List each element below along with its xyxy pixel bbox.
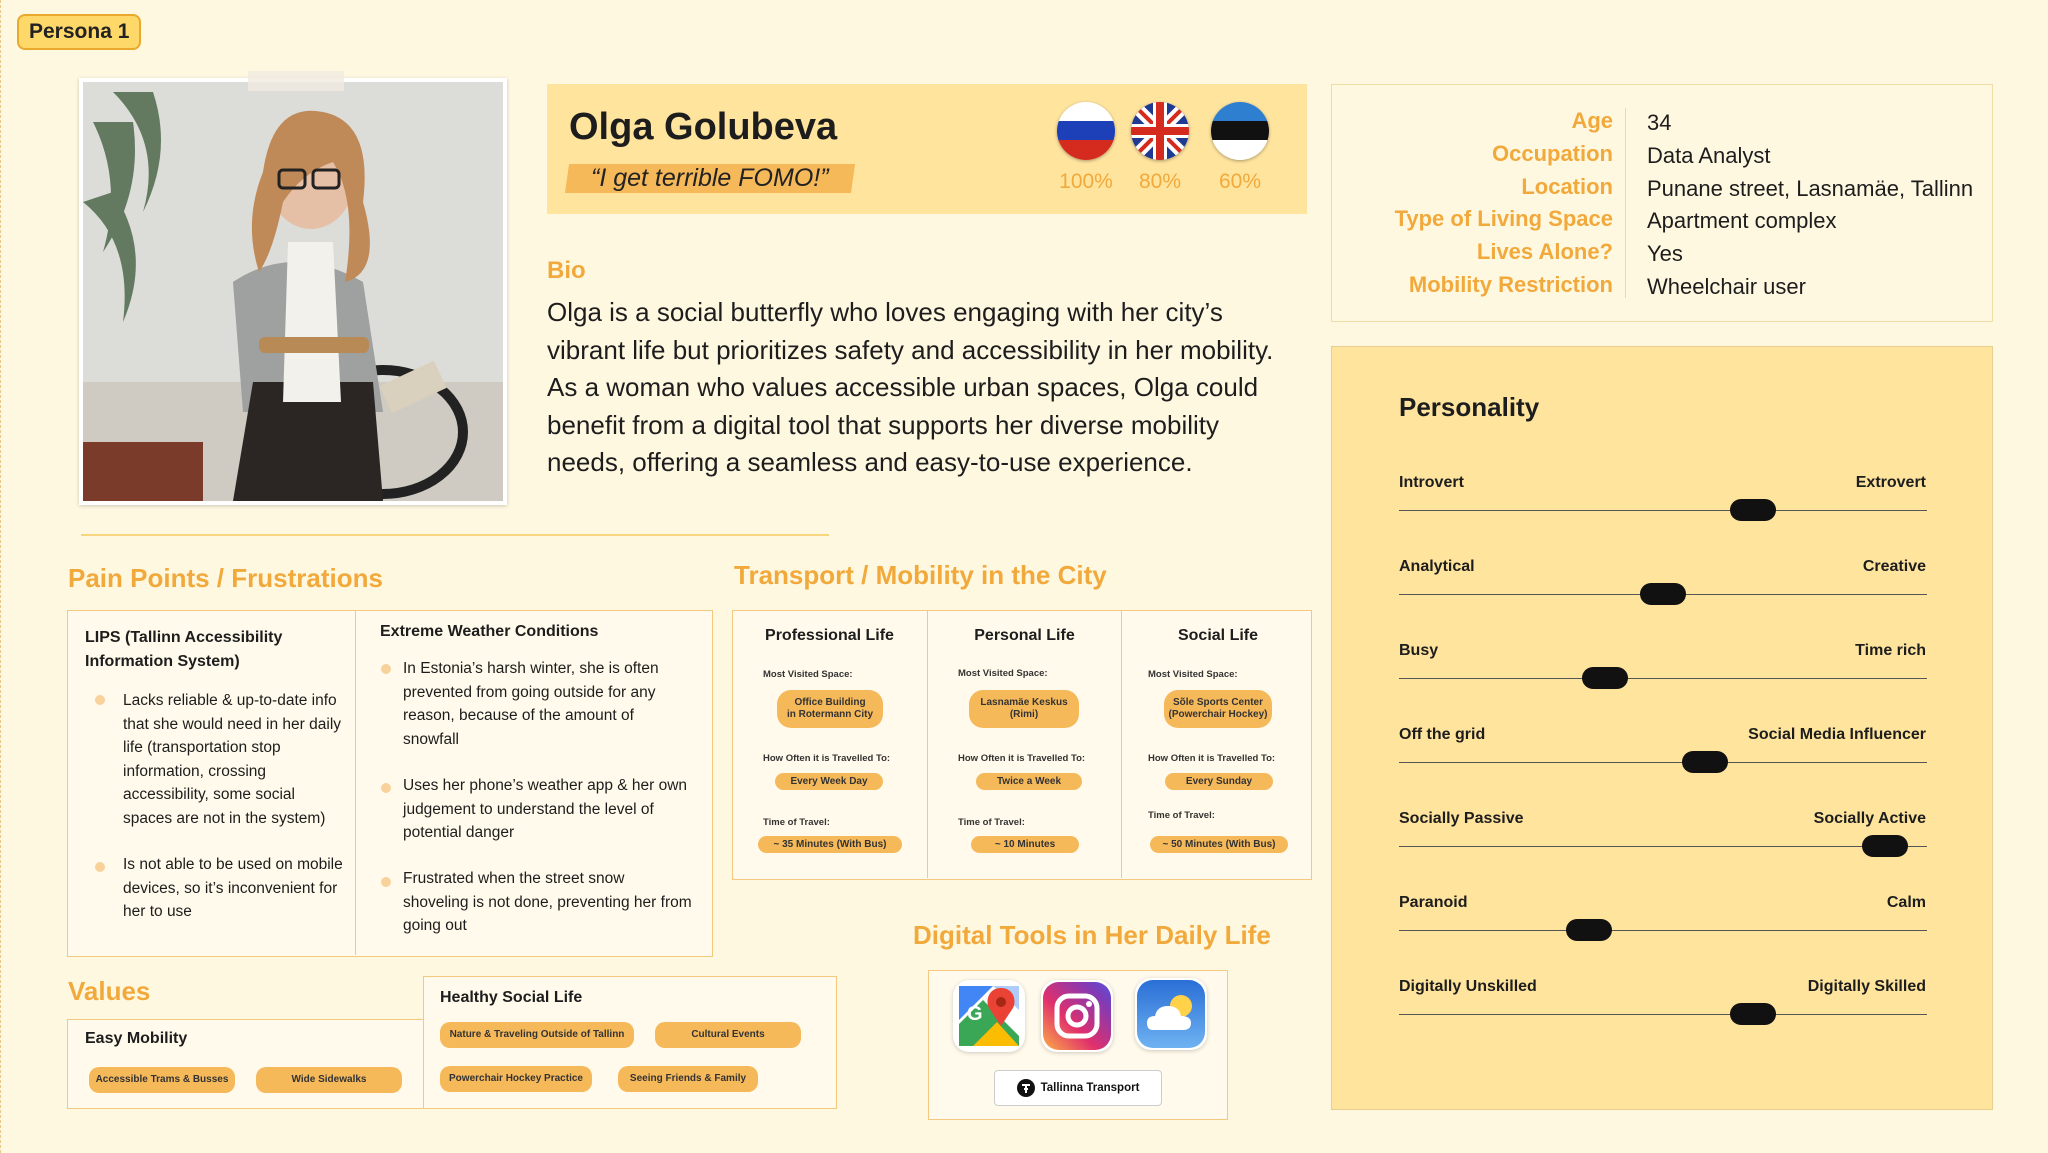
slider-track[interactable] xyxy=(1399,762,1927,763)
info-label-lives-alone: Lives Alone? xyxy=(1476,239,1613,264)
tallinna-transport-label: Tallinna Transport xyxy=(1040,1082,1140,1094)
healthy-social-title: Healthy Social Life xyxy=(440,989,583,1006)
slider-track[interactable] xyxy=(1399,678,1927,679)
time-pill: ~ 50 Minutes (With Bus) xyxy=(1150,836,1288,853)
persona-photo xyxy=(79,78,507,505)
slider-knob[interactable] xyxy=(1730,1003,1776,1025)
info-divider xyxy=(1625,108,1626,298)
slider-right-label: Digitally Skilled xyxy=(1807,978,1926,995)
value-tag: Nature & Traveling Outside of Tallinn xyxy=(440,1022,634,1048)
slider-knob[interactable] xyxy=(1862,835,1908,857)
info-value-lives-alone: Yes xyxy=(1647,241,1683,266)
weather-app-icon[interactable] xyxy=(1135,978,1207,1050)
transport-divider xyxy=(927,610,928,878)
slider-track[interactable] xyxy=(1399,510,1927,511)
persona-photo-illustration xyxy=(83,82,503,501)
photo-tape xyxy=(248,71,344,91)
info-label-location: Location xyxy=(1521,174,1613,199)
info-label-living-space: Type of Living Space xyxy=(1394,206,1613,231)
info-value-occupation: Data Analyst xyxy=(1647,143,1771,168)
how-often-label: How Often it is Travelled To: xyxy=(763,753,891,764)
personality-title: Personality xyxy=(1399,392,1540,422)
lips-bullet: Is not able to be used on mobile devices, so it’s inconvenient for her to use xyxy=(123,856,343,920)
how-often-label: How Often it is Travelled To: xyxy=(958,753,1086,764)
slider-right-label: Social Media Influencer xyxy=(1748,726,1926,743)
persona-quote: “I get terrible FOMO!” xyxy=(565,164,855,193)
most-visited-pill: Office Building in Rotermann City xyxy=(777,690,883,728)
info-value-living-space: Apartment complex xyxy=(1647,208,1837,233)
bio-text: Olga is a social butterfly who loves engaging with her city’s vibrant life but prioritizes safety and accessibility in her mobility. As a woman who values accessible urban spaces, Olga could benefit from a digital tool that supports her diverse mobility needs, offering a seamless and easy-to-use experience. xyxy=(547,297,1274,477)
info-value-mobility: Wheelchair user xyxy=(1647,274,1806,299)
most-visited-pill: Sõle Sports Center (Powerchair Hockey) xyxy=(1164,690,1272,728)
svg-text:G: G xyxy=(967,1003,983,1025)
weather-bullet: Frustrated when the street snow shoveling is not done, preventing her from going out xyxy=(403,870,692,934)
slider-track[interactable] xyxy=(1399,930,1927,931)
bio-title: Bio xyxy=(547,257,586,284)
info-label-age: Age xyxy=(1571,108,1613,133)
easy-mobility-title: Easy Mobility xyxy=(85,1030,188,1047)
how-often-pill: Every Week Day xyxy=(775,773,883,790)
values-title: Values xyxy=(68,976,151,1006)
transport-col-title-social: Social Life xyxy=(1177,627,1259,644)
slider-left-label: Socially Passive xyxy=(1399,810,1524,827)
bullet-dot xyxy=(381,877,391,887)
bullet-dot xyxy=(381,783,391,793)
bullet-dot xyxy=(95,695,105,705)
time-label: Time of Travel: xyxy=(958,817,1025,828)
language-percent: 100% xyxy=(1059,170,1113,193)
bullet-dot xyxy=(95,862,105,872)
time-pill: ~ 10 Minutes xyxy=(971,836,1079,853)
most-visited-label: Most Visited Space: xyxy=(958,668,1048,679)
language-percent: 80% xyxy=(1138,170,1182,193)
how-often-pill: Every Sunday xyxy=(1165,773,1273,790)
tallinna-transport-app[interactable] xyxy=(994,1070,1162,1106)
bullet-dot xyxy=(381,664,391,674)
lips-title: LIPS (Tallinn Accessibility Information System) xyxy=(85,629,283,670)
russia-flag-icon xyxy=(1057,102,1115,160)
how-often-label: How Often it is Travelled To: xyxy=(1148,753,1276,764)
slider-knob[interactable] xyxy=(1682,751,1728,773)
time-label: Time of Travel: xyxy=(763,817,830,828)
slider-knob[interactable] xyxy=(1566,919,1612,941)
digital-tools-title: Digital Tools in Her Daily Life xyxy=(913,920,1271,950)
weather-bullet: In Estonia’s harsh winter, she is often prevented from going outside for any reason, because of the amount of snowfall xyxy=(403,660,659,748)
value-tag: Wide Sidewalks xyxy=(256,1067,402,1093)
transport-col-title-personal: Personal Life xyxy=(974,627,1075,644)
slider-left-label: Busy xyxy=(1399,642,1439,659)
divider-line xyxy=(81,534,829,536)
language-percent: 60% xyxy=(1218,170,1262,193)
persona-name: Olga Golubeva xyxy=(569,106,838,148)
most-visited-label: Most Visited Space: xyxy=(763,669,853,680)
google-maps-icon[interactable] xyxy=(953,980,1025,1052)
slider-track[interactable] xyxy=(1399,1014,1927,1015)
slider-left-label: Digitally Unskilled xyxy=(1399,978,1537,995)
weather-bullet: Uses her phone’s weather app & her own judgement to understand the level of potential danger xyxy=(403,777,688,841)
transport-title: Transport / Mobility in the City xyxy=(734,560,1107,590)
value-tag: Accessible Trams & Busses xyxy=(89,1067,235,1093)
how-often-pill: Twice a Week xyxy=(976,773,1082,790)
slider-right-label: Extrovert xyxy=(1855,474,1926,491)
transport-col-title-professional: Professional Life xyxy=(765,627,894,644)
info-value-location: Punane street, Lasnamäe, Tallinn xyxy=(1647,176,1974,201)
value-tag: Seeing Friends & Family xyxy=(618,1066,758,1092)
slider-knob[interactable] xyxy=(1582,667,1628,689)
slider-left-label: Paranoid xyxy=(1399,894,1468,911)
most-visited-pill: Lasnamäe Keskus (Rimi) xyxy=(969,690,1079,728)
tallinna-transport-icon xyxy=(1017,1079,1035,1097)
slider-right-label: Socially Active xyxy=(1813,810,1926,827)
pain-points-divider xyxy=(355,610,356,955)
transport-divider xyxy=(1121,610,1122,878)
slider-left-label: Introvert xyxy=(1399,474,1464,491)
slider-right-label: Creative xyxy=(1862,558,1926,575)
time-pill: ~ 35 Minutes (With Bus) xyxy=(758,836,902,853)
time-label: Time of Travel: xyxy=(1148,810,1215,821)
slider-track[interactable] xyxy=(1399,846,1927,847)
slider-right-label: Time rich xyxy=(1855,642,1926,659)
info-label-occupation: Occupation xyxy=(1491,141,1613,166)
lips-bullet: Lacks reliable & up-to-date info that she would need in her daily life (transportation stop information, crossing accessibility, some social spaces are not in the system) xyxy=(123,692,342,827)
info-value-age: 34 xyxy=(1647,110,1672,135)
slider-knob[interactable] xyxy=(1730,499,1776,521)
name-header-card xyxy=(547,84,1307,214)
slider-right-label: Calm xyxy=(1886,894,1926,911)
slider-knob[interactable] xyxy=(1640,583,1686,605)
instagram-icon[interactable] xyxy=(1041,980,1113,1052)
slider-left-label: Analytical xyxy=(1399,558,1475,575)
pain-points-title: Pain Points / Frustrations xyxy=(68,563,383,593)
uk-flag-icon xyxy=(1131,102,1189,160)
estonia-flag-icon xyxy=(1211,102,1269,160)
value-tag: Powerchair Hockey Practice xyxy=(440,1066,592,1092)
weather-title: Extreme Weather Conditions xyxy=(380,623,599,640)
persona-tag[interactable]: Persona 1 xyxy=(17,14,141,50)
value-tag: Cultural Events xyxy=(655,1022,801,1048)
most-visited-label: Most Visited Space: xyxy=(1148,669,1238,680)
slider-left-label: Off the grid xyxy=(1399,726,1486,743)
info-label-mobility: Mobility Restriction xyxy=(1408,272,1613,297)
